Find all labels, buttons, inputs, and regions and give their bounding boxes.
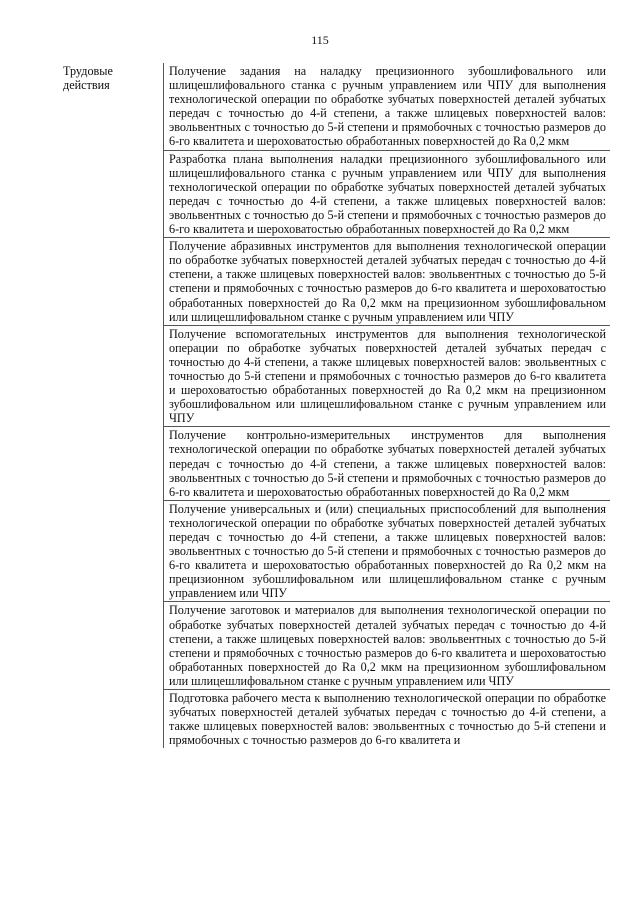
page-number: 115 — [311, 33, 329, 47]
action-cell: Получение абразивных инструментов для выполнения технологической операции по обработке зубчатых поверхностей деталей зубчатых передач с точностью до 4-й степени, а также шлицевых поверхностей валов: эвольвентных с точностью до 5-й степени и прямобочных с точностью размеров до 6-го квалитета и шероховатостью обработанных поверхностей до Ra 0,2 мкм на прецизионном зубошлифовальном или шлицешлифовальном станке с ручным управлением или ЧПУ — [164, 238, 611, 326]
action-cell: Получение задания на наладку прецизионного зубошлифовального или шлицешлифовального станка с ручным управлением или ЧПУ для выполнения технологической операции по обработке зубчатых поверхностей деталей зубчатых передач с точностью до 4-й степени, а также шлицевых поверхностей валов: эвольвентных с точностью до 5-й степени и прямобочных с точностью размеров до 6-го квалитета и шероховатостью обработанных поверхностей до Ra 0,2 мкм — [164, 63, 611, 150]
table-row — [58, 63, 610, 150]
labor-actions-table — [58, 63, 610, 748]
action-cell: Получение заготовок и материалов для выполнения технологической операции по обработке зубчатых поверхностей деталей зубчатых передач с точностью до 4-й степени, а также шлицевых поверхностей валов: эвольвентных с точностью до 5-й степени и прямобочных с точностью размеров до 6-го квалитета и шероховатостью обработанных поверхностей до Ra 0,2 мкм на прецизионном зубошлифовальном или шлицешлифовальном станке с ручным управлением или ЧПУ — [164, 602, 611, 690]
action-cell: Подготовка рабочего места к выполнению технологической операции по обработке зубчатых поверхностей деталей зубчатых передач с точностью до 4-й степени, а также шлицевых поверхностей валов: эвольвентных с точностью до 5-й степени и прямобочных с точностью размеров до 6-го квалитета и — [169, 691, 606, 748]
action-cell: Разработка плана выполнения наладки прецизионного зубошлифовального или шлицешлифовального станка с ручным управлением или ЧПУ для выполнения технологической операции по обработке зубчатых поверхностей деталей зубчатых передач с точностью до 4-й степени, а также шлицевых поверхностей валов: эвольвентных с точностью до 5-й степени и прямобочных с точностью размеров до 6-го квалитета и шероховатостью обработанных поверхностей до Ra 0,2 мкм — [164, 150, 611, 238]
action-cell: Получение универсальных и (или) специальных приспособлений для выполнения технологической операции по обработке зубчатых поверхностей деталей зубчатых передач с точностью до 4-й степени, а также шлицевых поверхностей валов: эвольвентных с точностью до 5-й степени и прямобочных с точностью размеров до 6-го квалитета и шероховатостью обработанных поверхностей до Ra 0,2 мкм на прецизионном зубошлифовальном или шлицешлифовальном станке с ручным управлением или ЧПУ — [164, 500, 611, 602]
action-cell: Получение вспомогательных инструментов для выполнения технологической операции по обработке зубчатых поверхностей деталей зубчатых передач с точностью до 4-й степени, а также шлицевых поверхностей валов: эвольвентных с точностью до 5-й степени и прямобочных с точностью размеров до 6-го квалитета и шероховатостью обработанных поверхностей до Ra 0,2 мкм на прецизионном зубошлифовальном или шлицешлифовальном станке с ручным управлением или ЧПУ — [164, 325, 611, 427]
action-cell: Получение контрольно-измерительных инструментов для выполнения технологической операции по обработке зубчатых поверхностей деталей зубчатых передач с точностью до 4-й степени, а также шлицевых поверхностей валов: эвольвентных с точностью до 5-й степени и прямобочных с точностью размеров до 6-го квалитета и шероховатостью обработанных поверхностей до Ra 0,2 мкм — [164, 427, 611, 500]
section-label: Трудовые действия — [58, 63, 164, 748]
